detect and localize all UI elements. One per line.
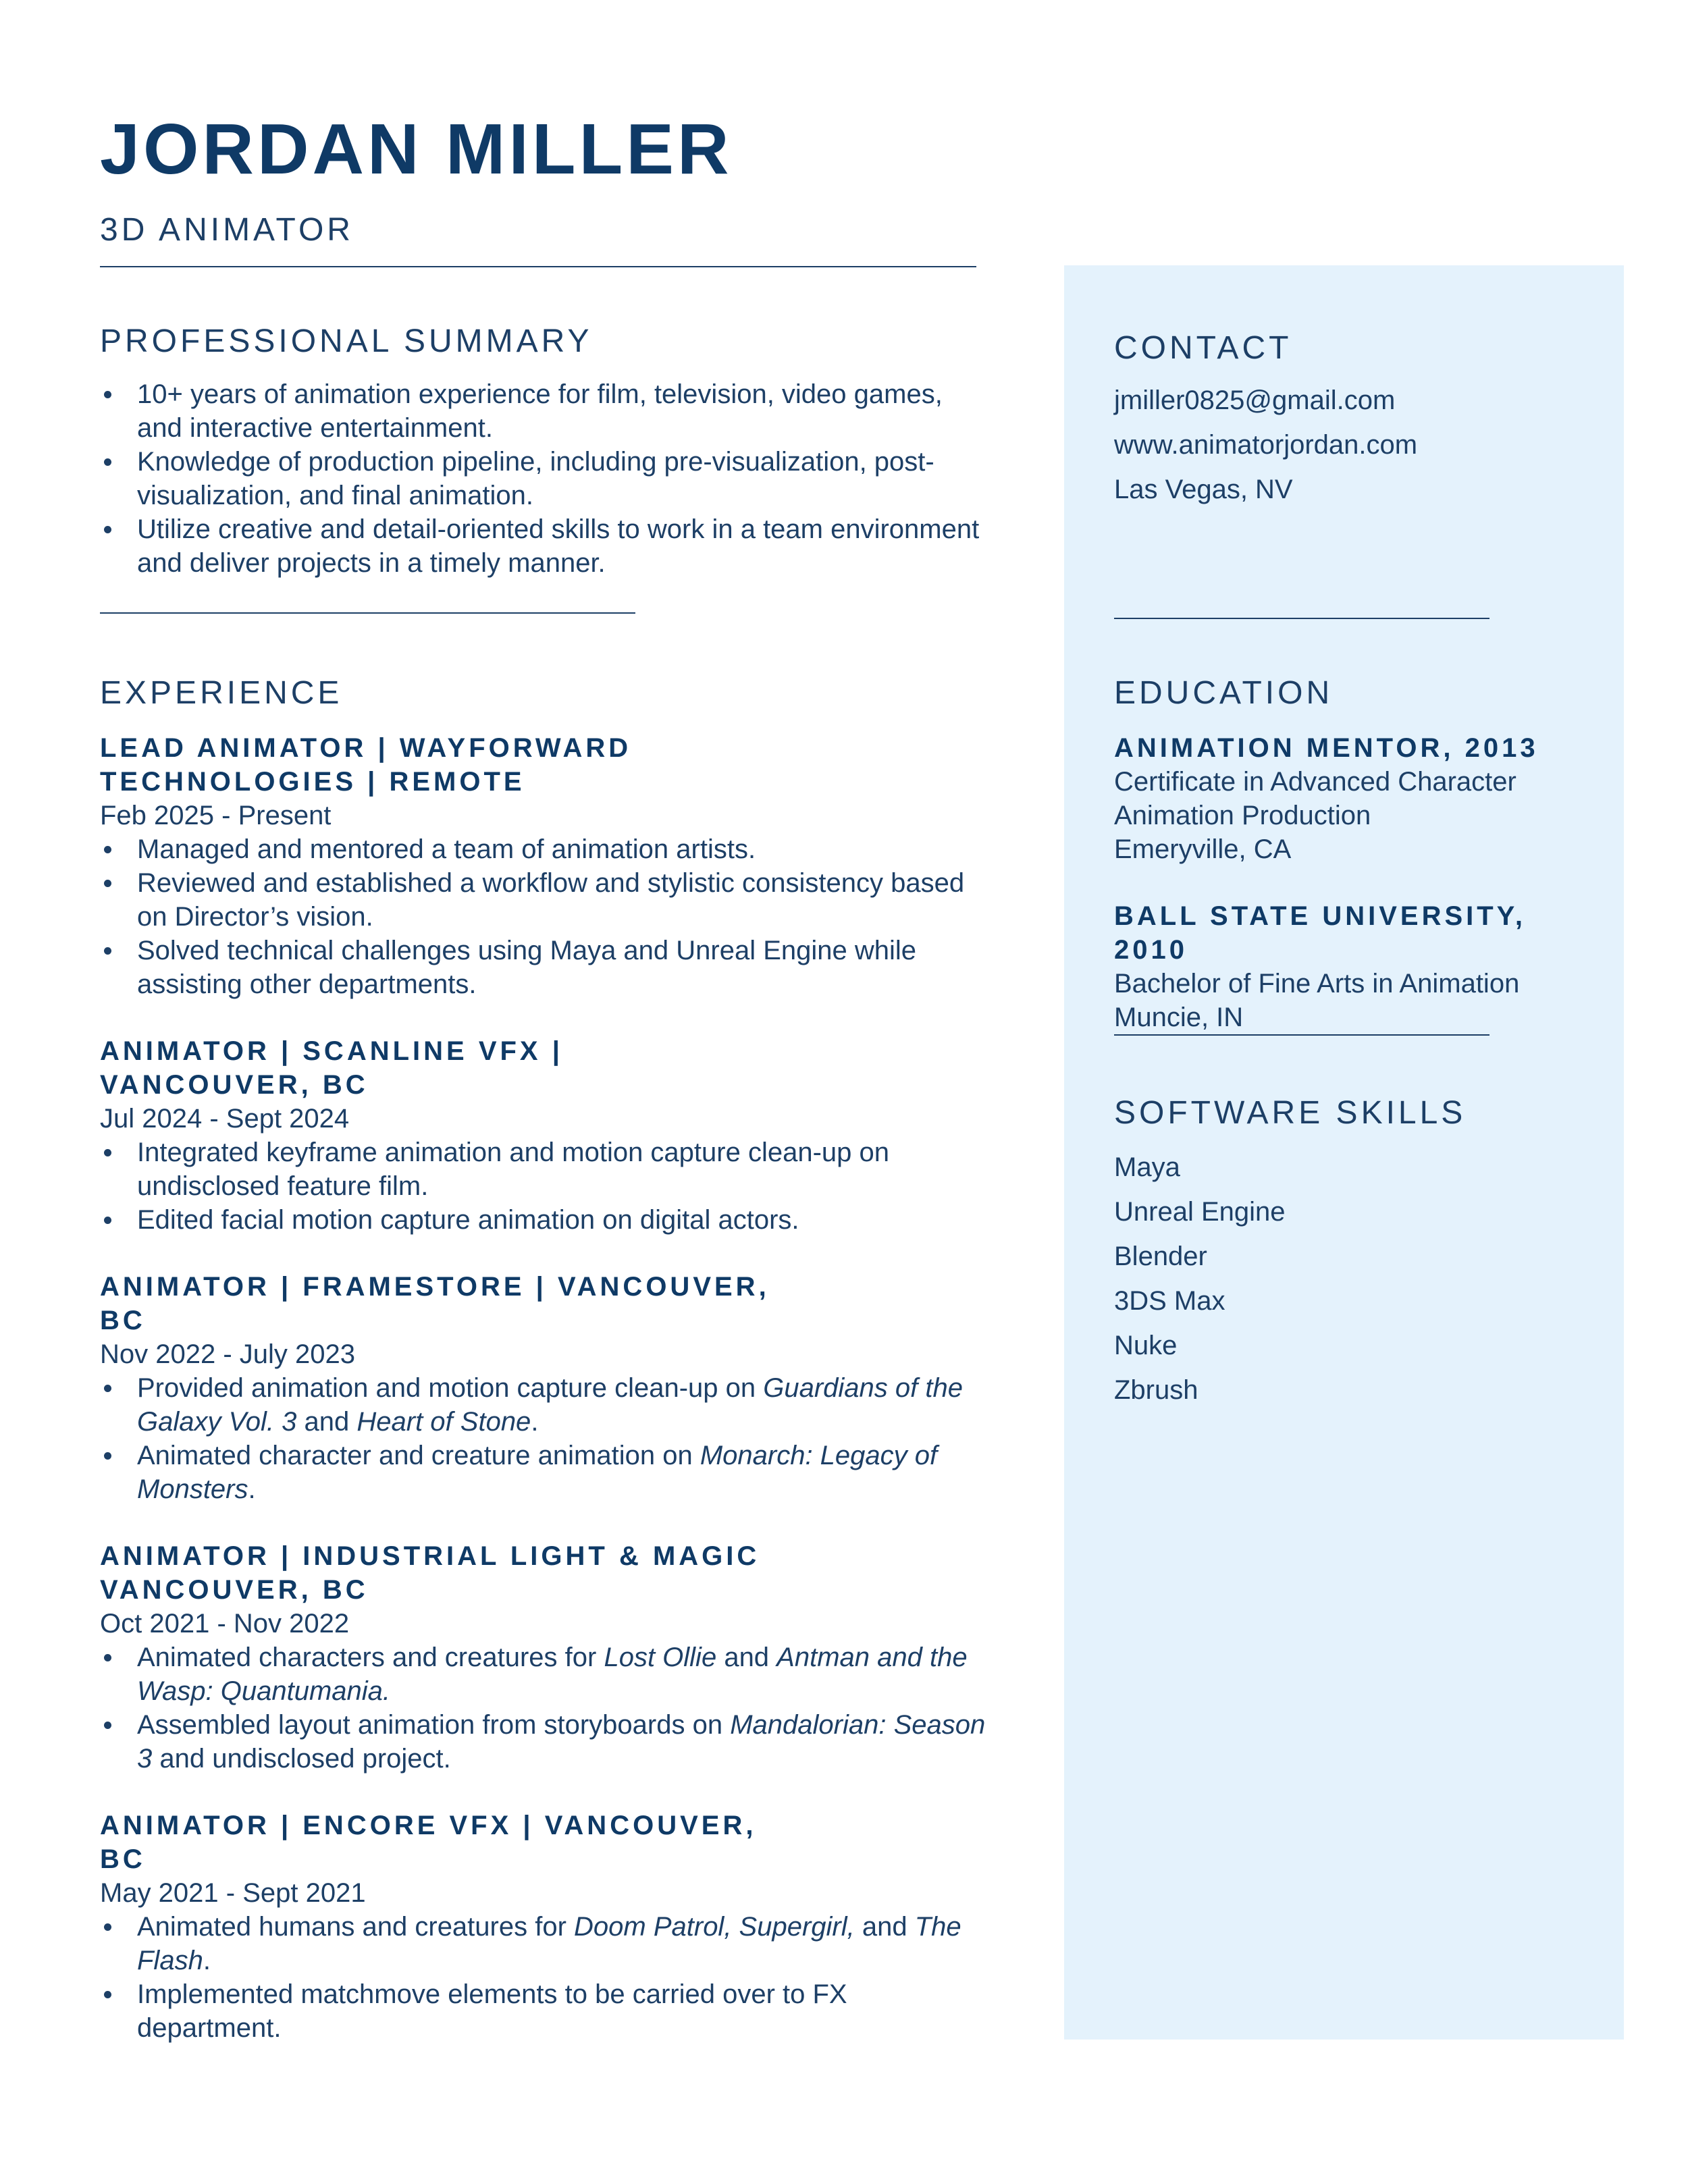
job-bullet [100, 1977, 991, 2045]
experience-entry [100, 1809, 991, 2045]
education-degree: Certificate in Advanced Character Animation Production [1114, 767, 1516, 830]
bullet-text: Assembled layout animation from storyboards on [137, 1710, 731, 1740]
bullet-text: Animated character and creature animation on [137, 1441, 700, 1470]
bullet-text: . [248, 1474, 256, 1504]
education-location: Muncie, IN [1114, 1003, 1244, 1032]
job-heading: ANIMATOR | FRAMESTORE | VANCOUVER, BC [100, 1272, 770, 1335]
header-divider [100, 266, 976, 267]
education-school: ANIMATION MENTOR, 2013 [1114, 733, 1539, 763]
skill-item: 3DS Max [1114, 1286, 1225, 1316]
skills-heading: SOFTWARE SKILLS [1114, 1095, 1467, 1131]
contact-list [1114, 378, 1600, 512]
skills-list [1114, 1145, 1600, 1412]
candidate-name: JORDAN MILLER [100, 109, 733, 189]
project-title: Heart of Stone [357, 1407, 531, 1437]
job-bullet [100, 1439, 991, 1506]
skill-item: Maya [1114, 1152, 1180, 1182]
candidate-title: 3D ANIMATOR [100, 212, 354, 248]
job-bullet-list [100, 1910, 991, 2045]
education-divider [1114, 1034, 1489, 1036]
bullet-text: and [716, 1643, 777, 1672]
project-title: Antman and the Wasp: Quantumania. [137, 1643, 968, 1706]
job-bullet [100, 1641, 991, 1708]
project-title: Lost Ollie [604, 1643, 717, 1672]
summary-heading: PROFESSIONAL SUMMARY [100, 323, 593, 359]
bullet-text: . [531, 1407, 539, 1437]
education-school: BALL STATE UNIVERSITY, 2010 [1114, 901, 1527, 965]
education-entry [1114, 899, 1600, 1034]
job-bullet [100, 1203, 991, 1237]
education-heading: EDUCATION [1114, 675, 1334, 711]
summary-bullet: Knowledge of production pipeline, including pre-visualization, post-visualization, and final animation. [100, 445, 991, 512]
bullet-text: and undisclosed project. [152, 1744, 451, 1774]
experience-entry [100, 1034, 991, 1237]
job-dates: Oct 2021 - Nov 2022 [100, 1609, 350, 1639]
job-bullet [100, 1910, 991, 1977]
job-bullet [100, 1371, 991, 1439]
job-heading: ANIMATOR | SCANLINE VFX | VANCOUVER, BC [100, 1036, 563, 1100]
job-dates: Jul 2024 - Sept 2024 [100, 1104, 350, 1134]
summary-divider [100, 612, 635, 614]
project-title: Guardians of the Galaxy Vol. 3 [137, 1373, 963, 1437]
experience-entry [100, 731, 991, 1001]
job-heading: ANIMATOR | INDUSTRIAL LIGHT & MAGIC VANCOUVER, BC [100, 1541, 760, 1605]
job-dates: May 2021 - Sept 2021 [100, 1878, 366, 1908]
project-title: Monarch: Legacy of Monsters [137, 1441, 938, 1504]
job-bullet [100, 866, 991, 934]
bullet-text: Implemented matchmove elements to be carried over to FX department. [137, 1979, 847, 2043]
job-bullet-list [100, 1371, 991, 1506]
skill-item: Blender [1114, 1242, 1207, 1271]
bullet-text: and [854, 1912, 915, 1942]
experience-entry [100, 1539, 991, 1776]
bullet-text: Edited facial motion capture animation on digital actors. [137, 1205, 799, 1235]
skill-item: Nuke [1114, 1331, 1178, 1360]
contact-location: Las Vegas, NV [1114, 475, 1293, 504]
skill-item: Zbrush [1114, 1375, 1198, 1405]
project-title: The Flash [137, 1912, 961, 1975]
skill-item: Unreal Engine [1114, 1197, 1286, 1227]
bullet-text: Solved technical challenges using Maya and Unreal Engine while assisting other departments. [137, 936, 917, 999]
bullet-text: Animated characters and creatures for [137, 1643, 604, 1672]
job-heading: ANIMATOR | ENCORE VFX | VANCOUVER, BC [100, 1811, 757, 1874]
job-bullet [100, 934, 991, 1001]
bullet-text: Integrated keyframe animation and motion capture clean-up on undisclosed feature film. [137, 1138, 890, 1201]
project-title: Doom Patrol, Supergirl, [574, 1912, 855, 1942]
contact-email: jmiller0825@gmail.com [1114, 385, 1396, 415]
project-title: Mandalorian: Season 3 [137, 1710, 986, 1774]
education-list [1114, 731, 1600, 1067]
bullet-text: Animated humans and creatures for [137, 1912, 575, 1942]
experience-entry [100, 1270, 991, 1506]
summary-bullet: 10+ years of animation experience for film, television, video games, and interactive entertainment. [100, 377, 991, 445]
experience-heading: EXPERIENCE [100, 675, 343, 711]
contact-heading: CONTACT [1114, 330, 1292, 366]
bullet-text: and [296, 1407, 357, 1437]
education-entry [1114, 731, 1600, 866]
experience-list [100, 731, 991, 2078]
bullet-text: Managed and mentored a team of animation artists. [137, 834, 756, 864]
job-bullet-list [100, 1641, 991, 1776]
bullet-text: Provided animation and motion capture clean-up on [137, 1373, 764, 1403]
job-bullet-list [100, 832, 991, 1001]
education-location: Emeryville, CA [1114, 834, 1292, 864]
summary-bullet: Utilize creative and detail-oriented skills to work in a team environment and deliver projects in a timely manner. [100, 512, 991, 580]
bullet-text: Reviewed and established a workflow and stylistic consistency based on Director’s vision. [137, 868, 965, 932]
job-bullet [100, 1708, 991, 1776]
job-bullet [100, 832, 991, 866]
education-degree: Bachelor of Fine Arts in Animation [1114, 969, 1520, 998]
job-bullet [100, 1136, 991, 1203]
summary-list [100, 377, 991, 580]
job-dates: Nov 2022 - July 2023 [100, 1339, 356, 1369]
contact-website: www.animatorjordan.com [1114, 430, 1418, 460]
summary-section [100, 377, 991, 580]
job-dates: Feb 2025 - Present [100, 801, 332, 830]
contact-divider [1114, 618, 1489, 619]
job-heading: LEAD ANIMATOR | WAYFORWARD TECHNOLOGIES | REMOTE [100, 733, 632, 797]
job-bullet-list [100, 1136, 991, 1237]
bullet-text: . [203, 1946, 211, 1975]
